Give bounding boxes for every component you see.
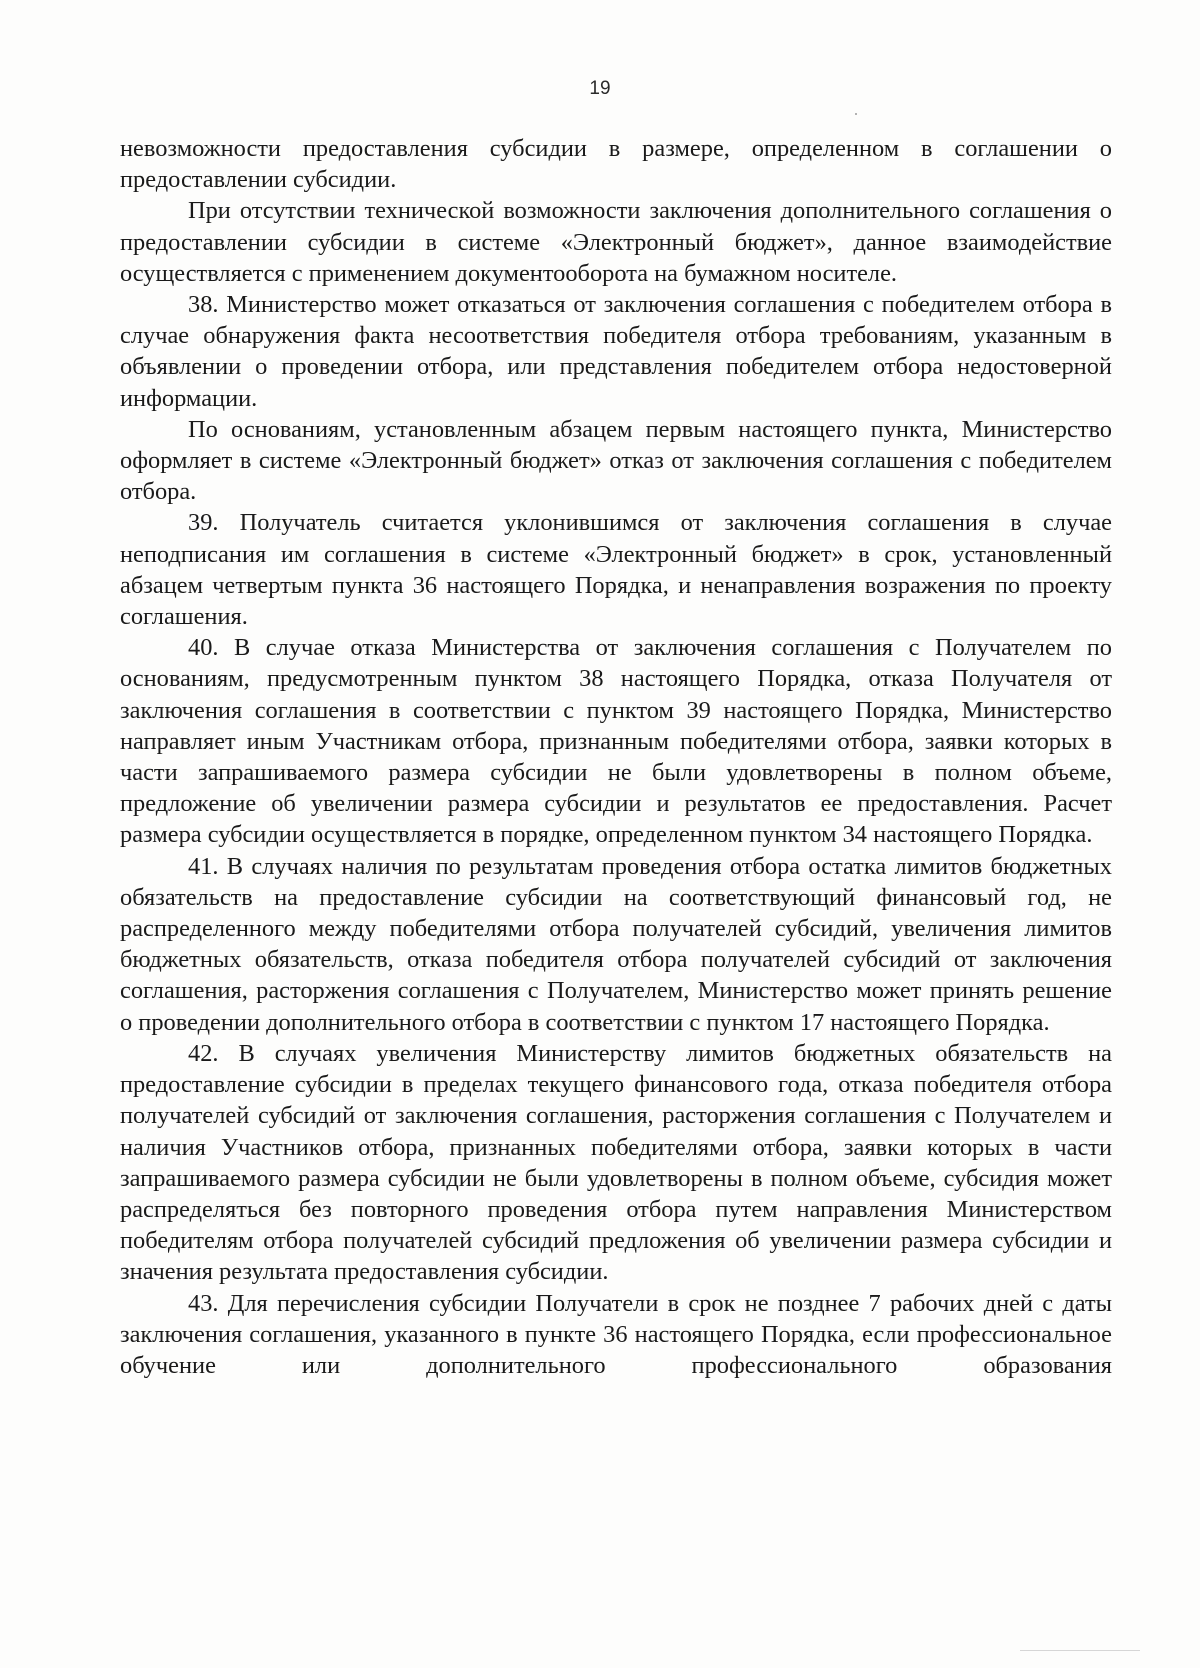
paragraph-43: 43. Для перечисления субсидии Получатели в срок не позднее 7 рабочих дней с даты заключения соглашения, указанного в пункте 36 настоящего Порядка, если профессиональное обучение или дополнительного профессионального образования (120, 1289, 1112, 1379)
scan-artifact-line (1020, 1650, 1140, 1651)
paragraph-42: 42. В случаях увеличения Министерству лимитов бюджетных обязательств на предоставление субсидии в пределах текущего финансового года, отказа победителя отбора получателей субсидий от заключения соглашения, расторжения соглашения с Получателем и наличия Участников отбора, признанных победителями отбора, заявки которых в части запрашиваемого размера субсидии не были удовлетворены в полном объеме, субсидия может распределяться без повторного проведения отбора путем направления Министерством победителям отбора получателей субсидий предложения об увеличении размера субсидии и значения результата предоставления субсидии. (120, 1039, 1112, 1286)
paragraph-38: 38. Министерство может отказаться от заключения соглашения с победителем отбора в случае обнаружения факта несоответствия победителя отбора требованиям, указанным в объявлении о проведении отбора, или представления победителем отбора недостоверной информации. (120, 291, 1112, 412)
paragraph-38-grounds: По основаниям, установленным абзацем первым настоящего пункта, Министерство оформляет в системе «Электронный бюджет» отказ от заключения соглашения с победителем отбора. (120, 415, 1112, 506)
paragraph-40: 40. В случае отказа Министерства от заключения соглашения с Получателем по основаниям, предусмотренным пунктом 38 настоящего Порядка, отказа Получателя от заключения соглашения в соответствии с пунктом 39 настоящего Порядка, Министерство направляет иным Участникам отбора, признанным победителями отбора, заявки которых в части запрашиваемого размера субсидии не были удовлетворены в полном объеме, предложение об увеличении размера субсидии и результатов ее предоставления. Расчет размера субсидии осуществляется в порядке, определенном пунктом 34 настоящего Порядка. (120, 634, 1112, 849)
paragraph-41: 41. В случаях наличия по результатам проведения отбора остатка лимитов бюджетных обязательств на предоставление субсидии на соответствующий финансовый год, не распределенного между победителями отбора получателей субсидий, увеличения лимитов бюджетных обязательств, отказа победителя отбора получателей субсидий от заключения соглашения, расторжения соглашения с Получателем, Министерство может принять решение о проведении дополнительного отбора в соответствии с пунктом 17 настоящего Порядка. (120, 852, 1112, 1036)
paragraph-39: 39. Получатель считается уклонившимся от заключения соглашения в случае неподписания им соглашения в системе «Электронный бюджет» в срок, установленный абзацем четвертым пункта 36 настоящего Порядка, и ненаправления возражения по проекту соглашения. (120, 509, 1112, 631)
document-body (120, 133, 1112, 1381)
scan-artifact (855, 113, 857, 115)
paragraph-continuation: невозможности предоставления субсидии в размере, определенном в соглашении о предоставлении субсидии. (120, 135, 1112, 194)
paragraph-no-technical-possibility: При отсутствии технической возможности заключения дополнительного соглашения о предоставлении субсидии в системе «Электронный бюджет», данное взаимодействие осуществляется с применением документооборота на бумажном носителе. (120, 197, 1112, 287)
page-number: 19 (589, 78, 611, 99)
